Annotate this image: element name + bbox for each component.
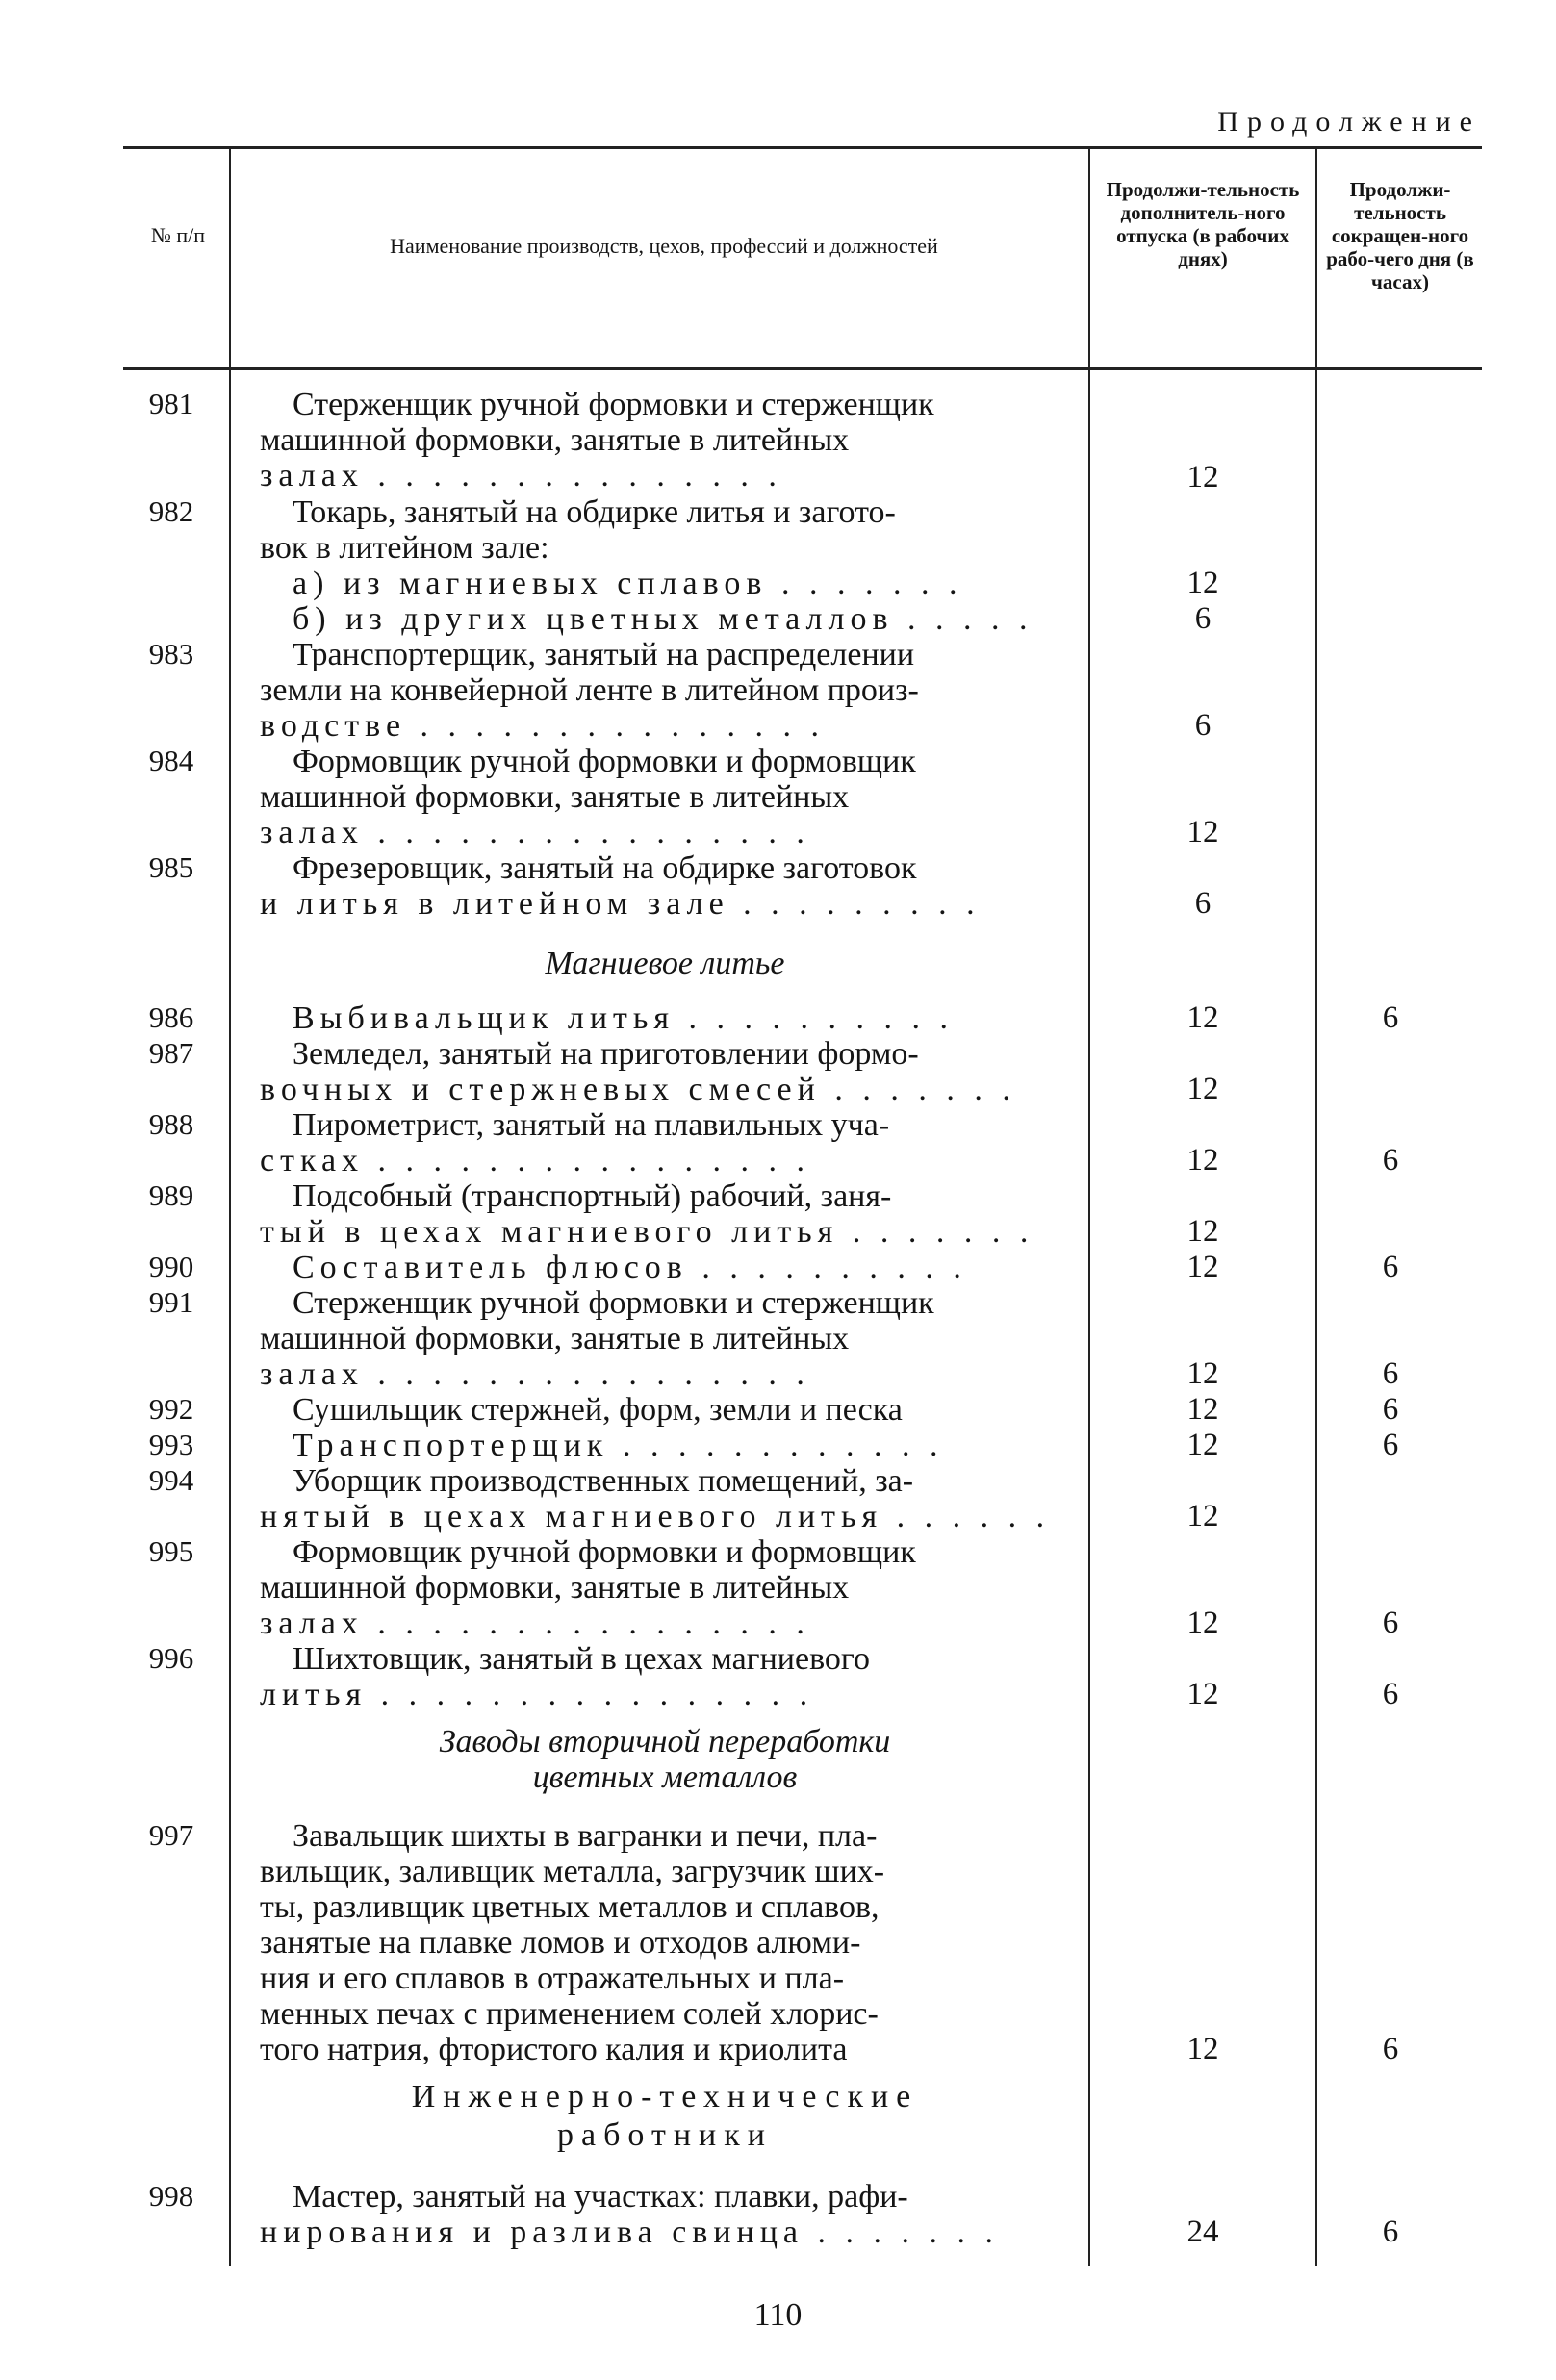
leave-value: 12 <box>1186 566 1219 600</box>
header-col-leave: Продолжи-тельность дополнитель-ного отпуска (в рабочих днях) <box>1106 178 1300 270</box>
row-number: 985 <box>148 850 194 884</box>
row-number: 993 <box>148 1428 194 1461</box>
leave-value: 12 <box>1186 1000 1219 1035</box>
row-line: нирования и разлива свинца . . . . . . . <box>260 2215 1000 2250</box>
day-value: 6 <box>1382 1250 1399 1284</box>
row-line: Транспортерщик . . . . . . . . . . . . <box>293 1428 944 1463</box>
row-description <box>260 1392 1070 1428</box>
row-description <box>260 387 1070 494</box>
row-number: 992 <box>148 1392 194 1426</box>
row-line: литья . . . . . . . . . . . . . . . . <box>260 1677 814 1712</box>
row-line: Выбивальщик литья . . . . . . . . . . <box>293 1000 955 1036</box>
day-value: 6 <box>1382 1000 1399 1035</box>
row-line: Пирометрист, занятый на плавильных уча- <box>293 1107 890 1143</box>
row-line: стках . . . . . . . . . . . . . . . . <box>260 1143 811 1178</box>
day-value: 6 <box>1382 1677 1399 1711</box>
row-number: 990 <box>148 1250 194 1283</box>
row-description <box>260 1178 1070 1250</box>
row-line: залах . . . . . . . . . . . . . . . . <box>260 815 810 850</box>
row-line: Сушильщик стержней, форм, земли и песка <box>293 1392 903 1428</box>
leave-value: 12 <box>1186 1250 1219 1284</box>
row-description <box>260 1463 1070 1534</box>
header-col-name: Наименование производств, цехов, профессий и должностей <box>390 234 938 258</box>
page-number: 110 <box>753 2297 803 2333</box>
row-description <box>260 1428 1070 1463</box>
column-divider-1 <box>229 149 231 2266</box>
row-line: тый в цехах магниевого литья . . . . . . . <box>260 1214 1034 1250</box>
row-line: машинной формовки, занятые в литейных <box>260 422 850 458</box>
continued-label: Продолжение <box>1217 106 1481 138</box>
section-heading-line: Инженерно-технические <box>411 2079 919 2114</box>
leave-value: 12 <box>1186 1214 1219 1249</box>
day-value: 6 <box>1382 2215 1399 2249</box>
row-number: 997 <box>148 1818 194 1852</box>
row-line: Транспортерщик, занятый на распределении <box>293 637 915 672</box>
row-line: Стерженщик ручной формовки и стерженщик <box>293 387 934 422</box>
day-value: 6 <box>1382 1606 1399 1640</box>
row-number: 988 <box>148 1107 194 1141</box>
row-description <box>260 1534 1070 1641</box>
row-line: вочных и стержневых смесей . . . . . . . <box>260 1072 1016 1107</box>
row-number: 987 <box>148 1036 194 1070</box>
row-description <box>260 1036 1070 1107</box>
row-line: Шихтовщик, занятый в цехах магниевого <box>293 1641 871 1677</box>
row-description <box>260 1285 1070 1392</box>
row-description <box>260 1000 1070 1036</box>
row-line: Завальщик шихты в вагранки и печи, пла- <box>293 1818 878 1854</box>
row-line: менных печах с применением солей хлорис- <box>260 1996 879 2032</box>
row-description <box>260 601 1070 637</box>
row-line: залах . . . . . . . . . . . . . . . . <box>260 1356 810 1392</box>
row-line: Мастер, занятый на участках: плавки, рафи- <box>293 2179 908 2215</box>
row-number: 996 <box>148 1641 194 1675</box>
row-line: водстве . . . . . . . . . . . . . . . <box>260 708 826 744</box>
section-heading-line: Заводы вторичной переработки <box>439 1724 891 1760</box>
leave-value: 12 <box>1186 1392 1219 1427</box>
row-line: Формовщик ручной формовки и формовщик <box>293 744 916 779</box>
row-number: 994 <box>148 1463 194 1497</box>
row-description <box>260 744 1070 850</box>
row-description <box>260 1107 1070 1178</box>
leave-value: 12 <box>1186 1499 1219 1533</box>
leave-value: 12 <box>1186 815 1219 849</box>
leave-value: 12 <box>1186 1606 1219 1640</box>
row-line: а) из магниевых сплавов . . . . . . . <box>293 566 963 601</box>
row-description <box>260 566 1070 601</box>
leave-value: 6 <box>1194 886 1212 921</box>
row-line: Подсобный (транспортный) рабочий, заня- <box>293 1178 892 1214</box>
day-value: 6 <box>1382 1392 1399 1427</box>
row-description <box>260 1818 1070 2067</box>
row-line: Фрезеровщик, занятый на обдирке заготовок <box>293 850 917 886</box>
header-col-day: Продолжи-тельность сокращен-ного рабо-чего дня (в часах) <box>1326 178 1474 293</box>
row-line: б) из других цветных металлов . . . . . <box>293 601 1033 637</box>
row-number: 984 <box>148 744 194 777</box>
section-heading-magnesium: Магниевое литье <box>545 946 785 981</box>
row-line: Земледел, занятый на приготовлении формо- <box>293 1036 919 1072</box>
row-description <box>260 1250 1070 1285</box>
row-line: вильщик, заливщик металла, загрузчик ших- <box>260 1854 885 1889</box>
row-line: Стерженщик ручной формовки и стерженщик <box>293 1285 934 1321</box>
section-heading-line: работники <box>557 2117 773 2153</box>
row-number: 989 <box>148 1178 194 1212</box>
row-line: Составитель флюсов . . . . . . . . . . <box>293 1250 967 1285</box>
row-number: 995 <box>148 1534 194 1568</box>
row-line: машинной формовки, занятые в литейных <box>260 779 850 815</box>
row-line: вок в литейном зале: <box>260 530 549 566</box>
row-line: ты, разливщик цветных металлов и сплавов, <box>260 1889 880 1925</box>
row-line: ния и его сплавов в отражательных и пла- <box>260 1961 845 1996</box>
table-top-rule <box>123 146 1482 149</box>
row-description <box>260 1641 1070 1712</box>
day-value: 6 <box>1382 1143 1399 1177</box>
leave-value: 12 <box>1186 1428 1219 1462</box>
row-number: 983 <box>148 637 194 671</box>
header-bottom-rule <box>123 367 1482 370</box>
row-line: машинной формовки, занятые в литейных <box>260 1321 850 1356</box>
row-description <box>260 850 1070 922</box>
leave-value: 12 <box>1186 1356 1219 1391</box>
leave-value: 12 <box>1186 1143 1219 1177</box>
row-line: Токарь, занятый на обдирке литья и загото- <box>293 494 896 530</box>
row-line: залах . . . . . . . . . . . . . . . <box>260 458 782 494</box>
column-divider-3 <box>1315 149 1317 2266</box>
row-number: 991 <box>148 1285 194 1319</box>
section-heading-engineers <box>260 2078 1070 2155</box>
row-description <box>260 637 1070 744</box>
row-description <box>260 2179 1070 2250</box>
row-number: 981 <box>148 387 194 420</box>
row-line: залах . . . . . . . . . . . . . . . . <box>260 1606 810 1641</box>
column-divider-2 <box>1088 149 1090 2266</box>
leave-value: 12 <box>1186 1677 1219 1711</box>
row-number: 986 <box>148 1000 194 1034</box>
leave-value: 12 <box>1186 2032 1219 2066</box>
row-line: занятые на плавке ломов и отходов алюми- <box>260 1925 861 1961</box>
row-line: земли на конвейерной ленте в литейном произ- <box>260 672 919 708</box>
row-line: и литья в литейном зале . . . . . . . . . <box>260 886 981 922</box>
row-number: 998 <box>148 2179 194 2213</box>
row-description <box>260 494 1070 566</box>
row-line: того натрия, фтористого калия и криолита <box>260 2032 848 2067</box>
day-value: 6 <box>1382 1428 1399 1462</box>
row-line: машинной формовки, занятые в литейных <box>260 1570 850 1606</box>
row-line: нятый в цехах магниевого литья . . . . . . <box>260 1499 1051 1534</box>
row-line: Уборщик производственных помещений, за- <box>293 1463 914 1499</box>
leave-value: 6 <box>1194 601 1212 636</box>
day-value: 6 <box>1382 2032 1399 2066</box>
section-heading-line: цветных металлов <box>532 1760 798 1795</box>
header-col-num: № п/п <box>150 223 206 247</box>
leave-value: 6 <box>1194 708 1212 743</box>
leave-value: 12 <box>1186 1072 1219 1106</box>
row-line: Формовщик ручной формовки и формовщик <box>293 1534 916 1570</box>
row-number: 982 <box>148 494 194 528</box>
leave-value: 12 <box>1186 460 1219 494</box>
leave-value: 24 <box>1186 2215 1219 2249</box>
section-heading-secondary-metals <box>260 1724 1070 1795</box>
day-value: 6 <box>1382 1356 1399 1391</box>
